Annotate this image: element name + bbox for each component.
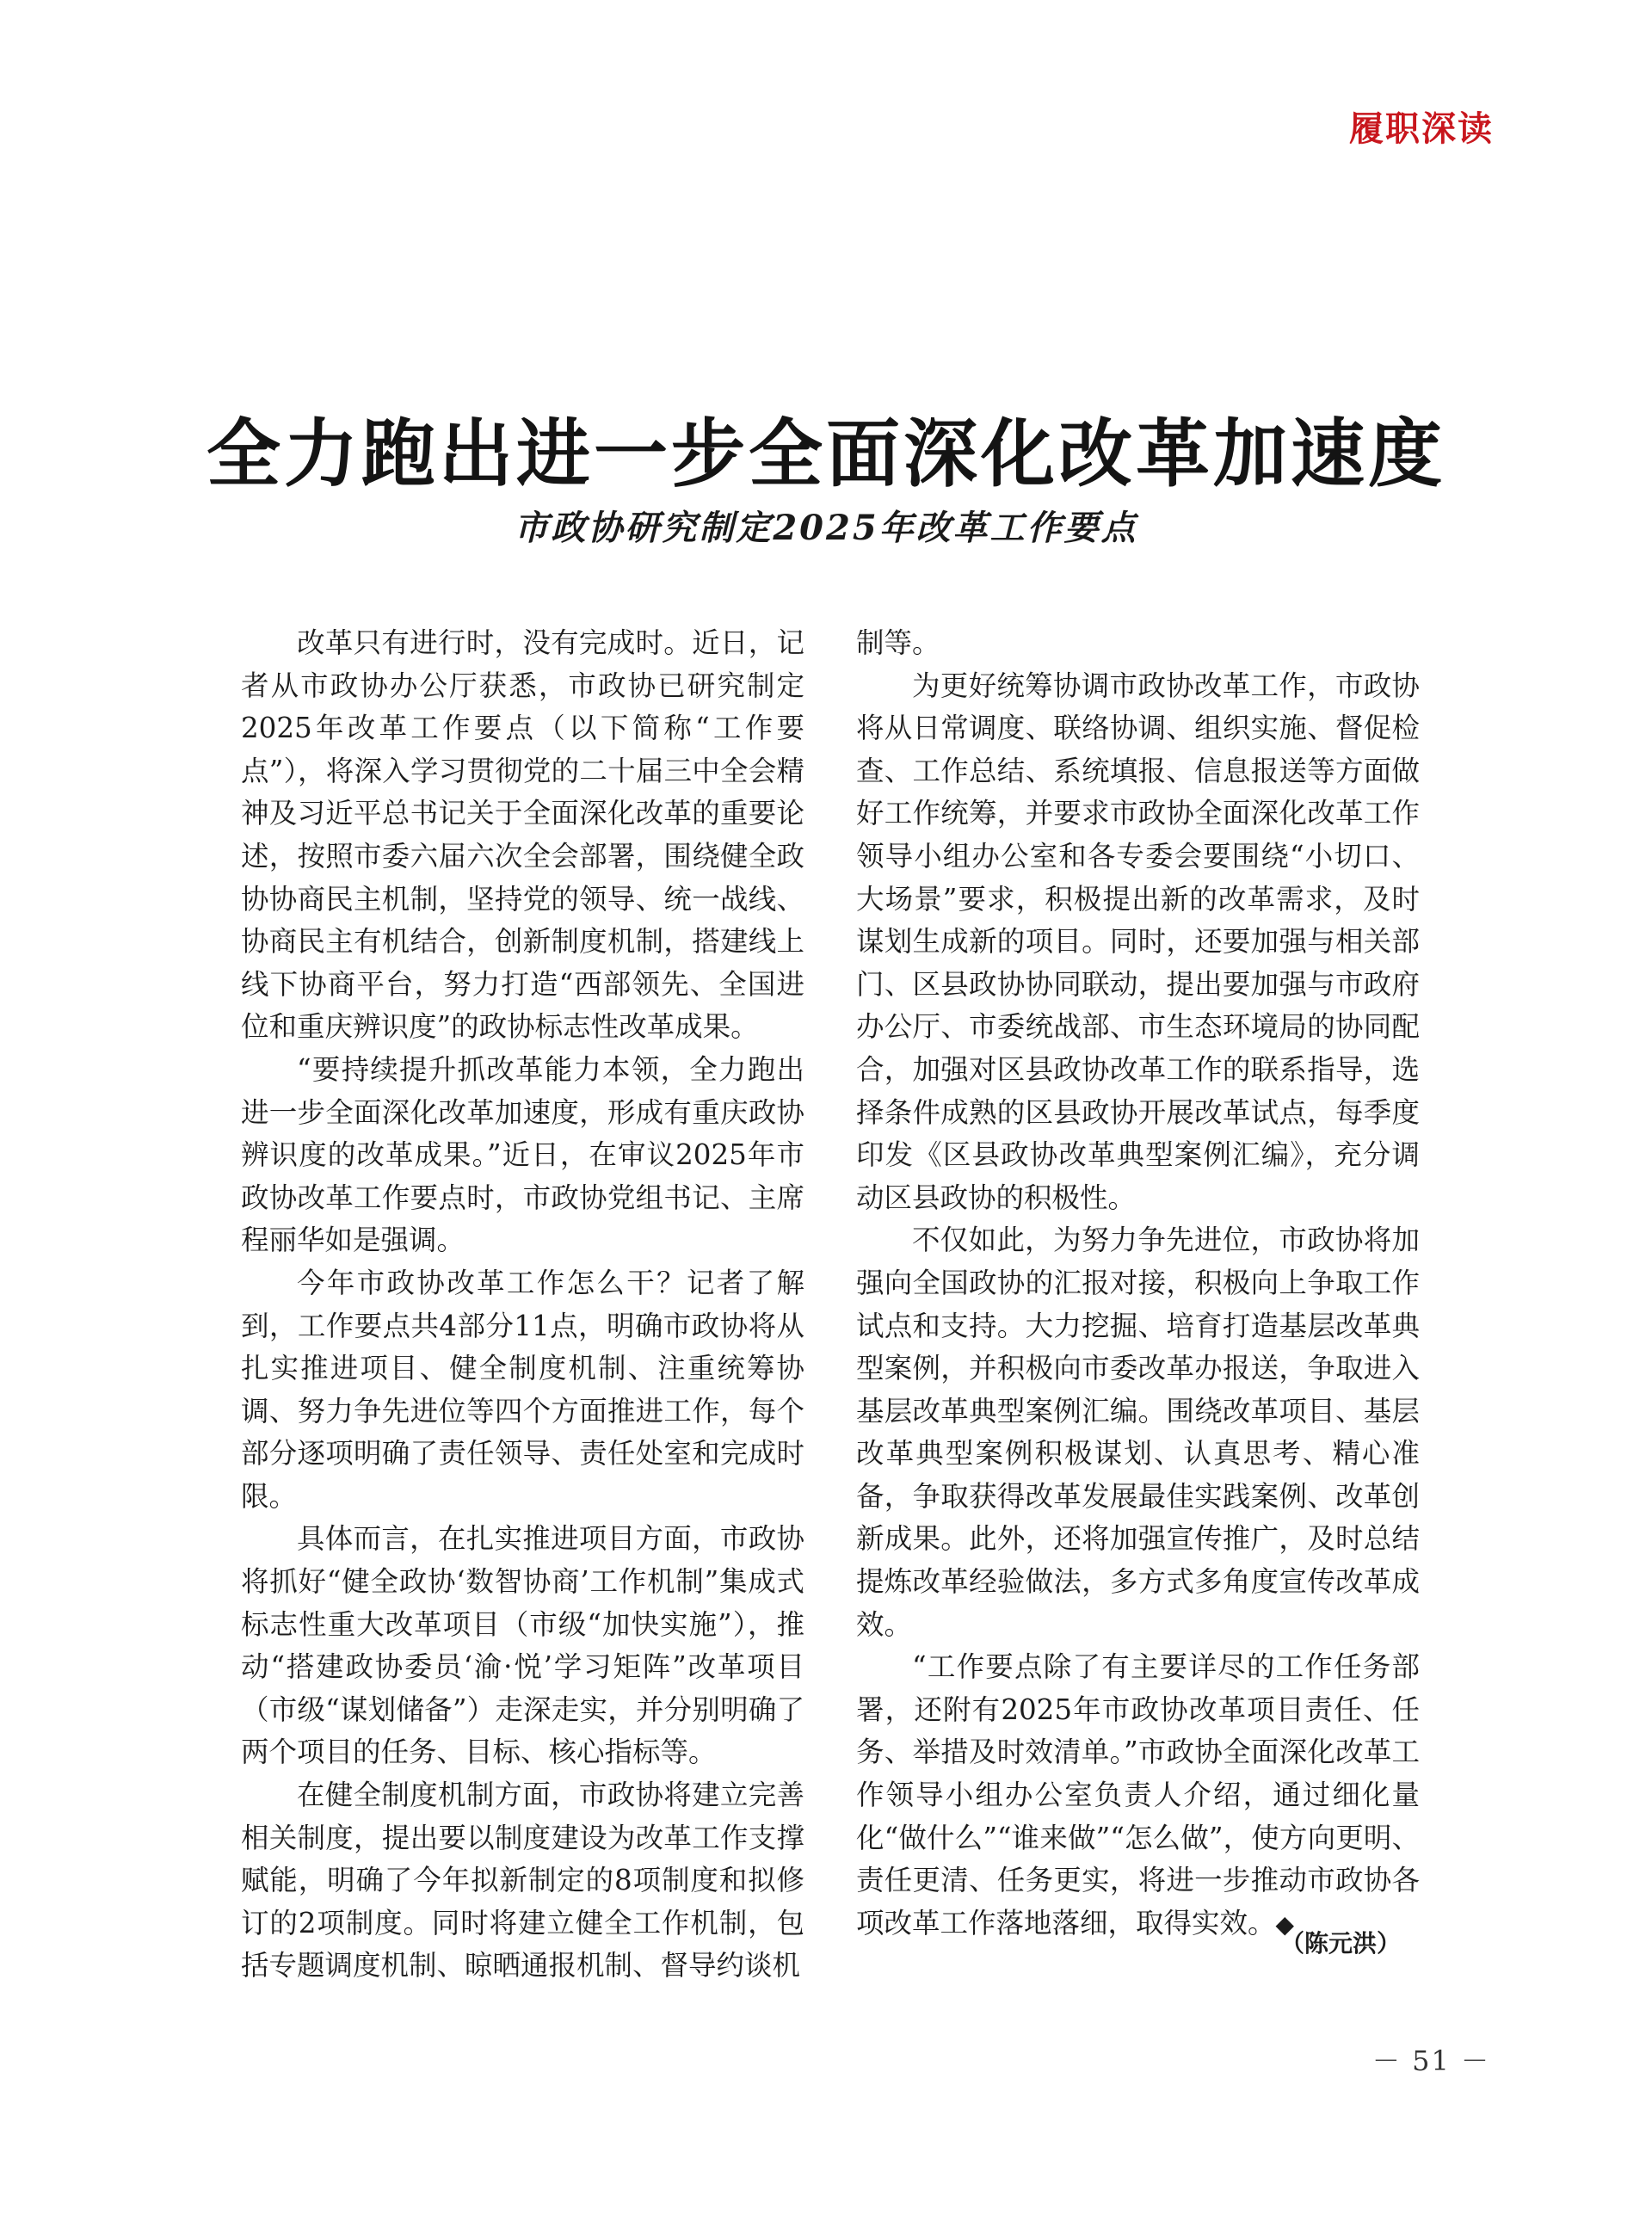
page-number: － 51 － bbox=[1372, 2044, 1490, 2077]
paragraph-continuation: 制等。 bbox=[856, 626, 940, 659]
paragraph: 不仅如此，为努力争先进位，市政协将加强向全国政协的汇报对接，积极向上争取工作试点和支持。大力挖掘、培育打造基层改革典型案例，并积极向市委改革办报送，争取进入基层改革典型案例汇编。围绕改革项目、基层改革典型案例积极谋划、认真思考、精心准备，争取获得改革发展最佳实践案例、改革创新成果。此外，还将加强宣传推广，及时总结提炼改革经验做法，多方式多角度宣传改革成效。 bbox=[856, 1224, 1420, 1641]
article-subtitle: 市政协研究制定2025年改革工作要点 bbox=[514, 508, 1138, 548]
paragraph: 具体而言，在扎实推进项目方面，市政协将抓好“健全政协‘数智协商’工作机制”集成式标志性重大改革项目（市级“加快实施”），推动“搭建政协委员‘渝·悦’学习矩阵”改革项目（市级“谋划储备”）走深走实，并分别明确了两个项目的任务、目标、核心指标等。 bbox=[241, 1522, 804, 1769]
end-diamond-icon: ◆ bbox=[1275, 1909, 1295, 1939]
paragraph: “要持续提升抓改革能力本领，全力跑出进一步全面深化改革加速度，形成有重庆政协辨识度的改革成果。”近日，在审议2025年市政协改革工作要点时，市政协党组书记、主席程丽华如是强调。 bbox=[241, 1052, 804, 1257]
paragraph-text: “工作要点除了有主要详尽的工作任务部署，还附有2025年市政协改革项目责任、任务、举措及时效清单。”市政协全面深化改革工作领导小组办公室负责人介绍，通过细化量化“做什么”“谁来做”“怎么做”，使方向更明、责任更清、任务更实，将进一步推动市政协各项改革工作落地落细，取得实效。 bbox=[856, 1650, 1420, 1939]
right-column bbox=[856, 622, 1420, 1988]
paragraph: 为更好统筹协调市政协改革工作，市政协将从日常调度、联络协调、组织实施、督促检查、工作总结、系统填报、信息报送等方面做好工作统筹，并要求市政协全面深化改革工作领导小组办公室和各专委会要围绕“小切口、大场景”要求，积极提出新的改革需求，及时谋划生成新的项目。同时，还要加强与相关部门、区县政协协同联动，提出要加强与市政府办公厅、市委统战部、市生态环境局的协同配合，加强对区县政协改革工作的联系指导，选择条件成熟的区县政协开展改革试点，每季度印发《区县政协改革典型案例汇编》，充分调动区县政协的积极性。 bbox=[856, 669, 1420, 1214]
section-tag: 履职深读 bbox=[1349, 109, 1494, 149]
paragraph-last bbox=[856, 1646, 1420, 1945]
author-byline: （陈元洪） bbox=[1279, 1929, 1401, 1958]
paragraph: 今年市政协改革工作怎么干？记者了解到，工作要点共4部分11点，明确市政协将从扎实推进项目、健全制度机制、注重统筹协调、努力争先进位等四个方面推进工作，每个部分逐项明确了责任领导、责任处室和完成时限。 bbox=[241, 1266, 804, 1513]
paragraph: 在健全制度机制方面，市政协将建立完善相关制度，提出要以制度建设为改革工作支撑赋能，明确了今年拟新制定的8项制度和拟修订的2项制度。同时将建立健全工作机制，包括专题调度机制、晾晒通报机制、督导约谈机 bbox=[241, 1779, 804, 1982]
article-body bbox=[241, 622, 1420, 1988]
left-column bbox=[241, 622, 804, 1988]
article-title: 全力跑出进一步全面深化改革加速度 bbox=[206, 411, 1446, 497]
paragraph: 改革只有进行时，没有完成时。近日，记者从市政协办公厅获悉，市政协已研究制定2025年改革工作要点（以下简称“工作要点”），将深入学习贯彻党的二十届三中全会精神及习近平总书记关于全面深化改革的重要论述，按照市委六届六次全会部署，围绕健全政协协商民主机制，坚持党的领导、统一战线、协商民主有机结合，创新制度机制，搭建线上线下协商平台，努力打造“西部领先、全国进位和重庆辨识度”的政协标志性改革成果。 bbox=[241, 626, 804, 1044]
